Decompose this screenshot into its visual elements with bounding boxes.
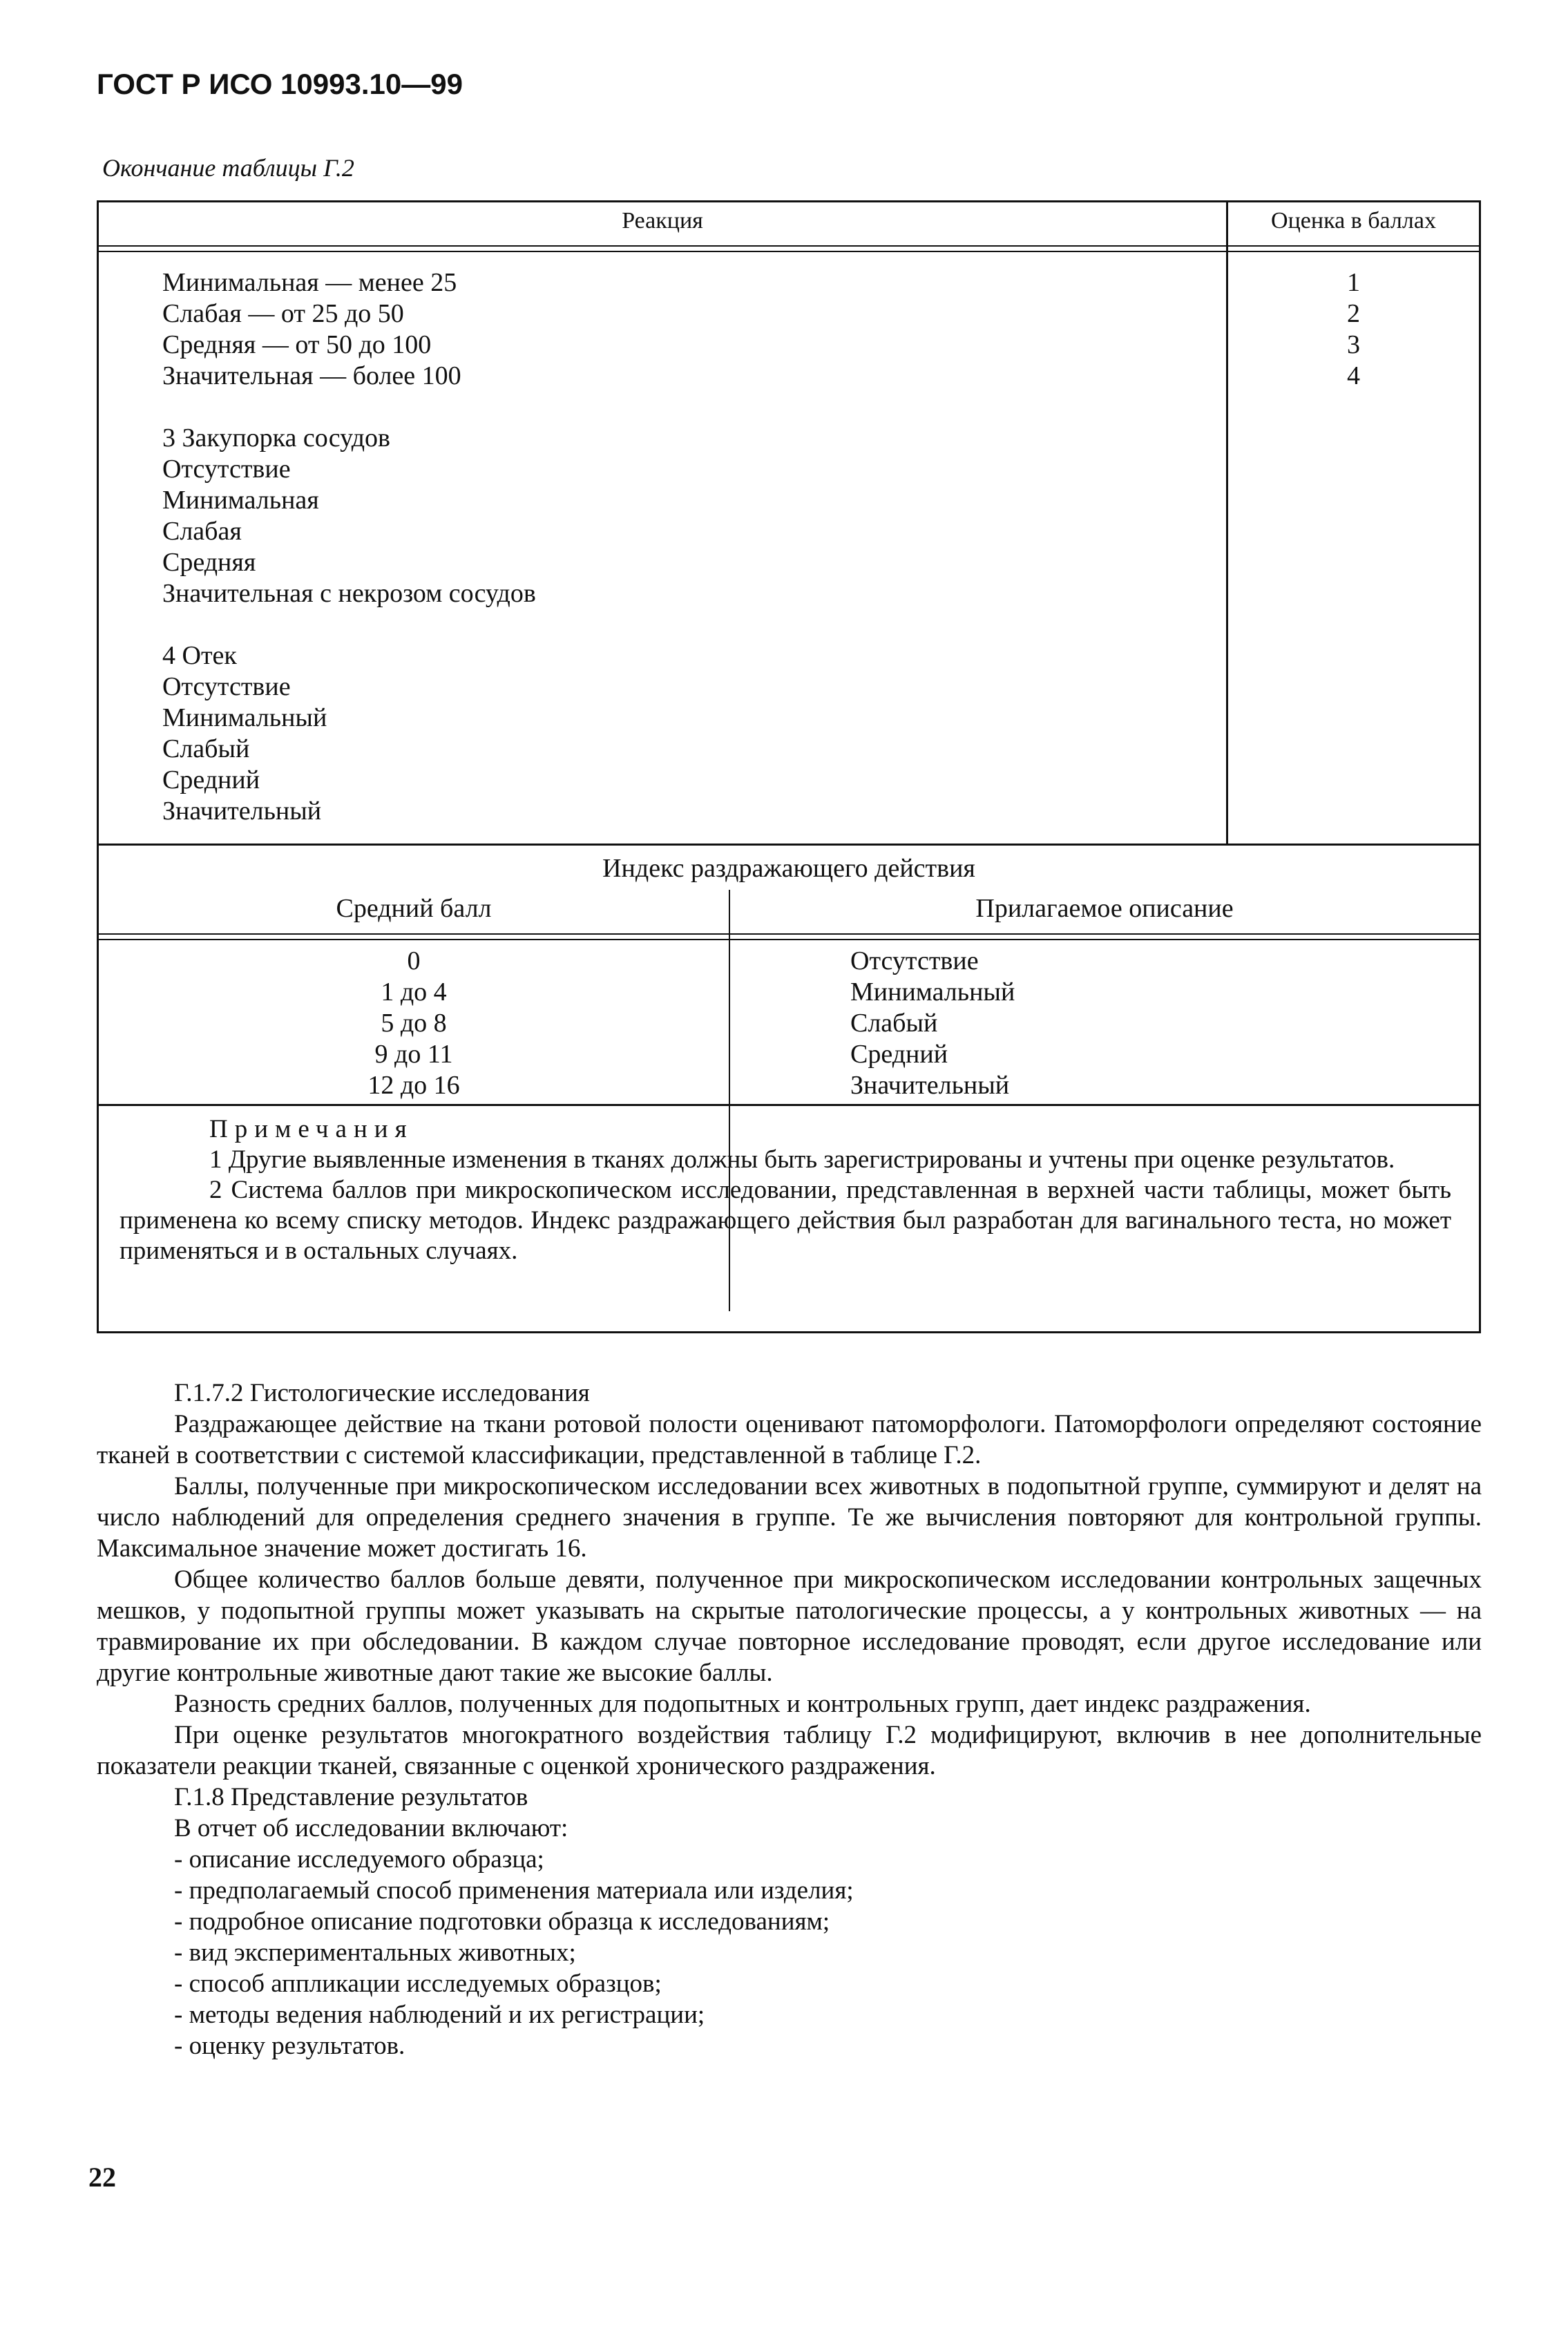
report-item: - предполагаемый способ применения материала или изделия; [174,1876,854,1905]
index-description: Минимальный [850,978,1015,1007]
page-number: 22 [88,2162,116,2193]
index-score: 12 до 16 [367,1071,460,1100]
section-heading-histology: Г.1.7.2 Гистологические исследования [174,1379,590,1407]
report-item: - вид экспериментальных животных; [174,1938,576,1967]
body-paragraph: Общее количество баллов больше девяти, полученное при микроскопическом исследовании контрольных защечных мешков, у подопытной группы может указывать на скрытые патологические процессы, а у контрольных животных — на травмирование их при обследовании. В каждом случае повторное исследование проводят, если другое исследование или другие контрольные животные дают такие же высокие баллы. [97,1565,1482,1687]
report-item: - описание исследуемого образца; [174,1845,544,1874]
header-rule [99,245,1479,247]
notes-rule [99,1104,1479,1106]
reaction-line: Значительная — более 100 [162,361,461,390]
index-description: Слабый [850,1009,938,1038]
index-description: Отсутствие [850,946,979,975]
body-paragraph: Раздражающее действие на ткани ротовой полости оценивают патоморфологи. Патоморфологи определяют состояние тканей в соответствии с системой классификации, представленной в таблице Г.2. [97,1410,1482,1469]
score-value: 3 [1347,330,1360,359]
reaction-line: Слабый [162,734,250,763]
document-header: ГОСТ Р ИСО 10993.10—99 [97,68,463,100]
reaction-line: Слабая — от 25 до 50 [162,299,404,328]
index-header-rule-2 [99,939,1479,940]
column-header-score: Оценка в баллах [1271,208,1436,234]
index-score: 9 до 11 [374,1040,453,1069]
report-intro: В отчет об исследовании включают: [174,1814,568,1842]
index-score: 5 до 8 [381,1009,447,1038]
reaction-line: Минимальная [162,486,319,515]
column-header-mean-score: Средний балл [336,894,492,923]
reaction-section-heading: 4 Отек [162,641,237,670]
column-header-reaction: Реакция [622,208,703,234]
reaction-line: Средний [162,765,260,794]
reaction-section-heading: 3 Закупорка сосудов [162,423,390,452]
table-notes [119,1114,1451,1266]
note-2: 2 Система баллов при микроскопическом исследовании, представленная в верхней части таблицы, может быть применена ко всему списку методов. Индекс раздражающего действия был разработан для вагинального теста, но может применяться и в остальных случаях. [119,1176,1451,1265]
notes-title: Примечания [209,1115,414,1143]
score-value: 4 [1347,361,1360,390]
reaction-line: Слабая [162,517,242,546]
reaction-line: Средняя [162,548,256,577]
report-item: - способ аппликации исследуемых образцов; [174,1970,662,1998]
reaction-line: Отсутствие [162,455,291,484]
body-text [97,1375,1482,2061]
reaction-line: Средняя — от 50 до 100 [162,330,432,359]
report-item: - методы ведения наблюдений и их регистрации; [174,2001,705,2029]
index-description: Значительный [850,1071,1010,1100]
reaction-line: Минимальная — менее 25 [162,268,457,297]
body-paragraph: При оценке результатов многократного воздействия таблицу Г.2 модифицируют, включив в нее дополнительные показатели реакции тканей, связанные с оценкой хронического раздражения. [97,1721,1482,1780]
score-value: 2 [1347,299,1360,328]
index-section-rule [99,844,1479,846]
note-1: 1 Другие выявленные изменения в тканях должны быть зарегистрированы и учтены при оценке результатов. [209,1145,1395,1174]
reaction-table [97,200,1481,1333]
index-title: Индекс раздражающего действия [602,854,975,883]
report-item: - оценку результатов. [174,2032,405,2060]
reaction-line: Значительный [162,797,322,826]
report-item: - подробное описание подготовки образца к исследованиям; [174,1907,830,1936]
header-rule-2 [99,251,1479,252]
score-value: 1 [1347,268,1360,297]
reaction-line: Минимальный [162,703,327,732]
reaction-line: Отсутствие [162,672,291,701]
index-description: Средний [850,1040,948,1069]
table-caption: Окончание таблицы Г.2 [102,154,354,182]
index-score: 1 до 4 [381,978,447,1007]
column-header-description: Прилагаемое описание [975,894,1234,923]
reaction-line: Значительная с некрозом сосудов [162,579,536,608]
body-paragraph: Разность средних баллов, полученных для подопытных и контрольных групп, дает индекс раздражения. [174,1690,1311,1718]
index-header-rule [99,933,1479,935]
body-paragraph: Баллы, полученные при микроскопическом исследовании всех животных в подопытной группе, суммируют и делят на число наблюдений для определения среднего значения в группе. Те же вычисления повторяют для контрольной группы. Максимальное значение может достигать 16. [97,1472,1482,1563]
section-heading-results: Г.1.8 Представление результатов [174,1783,528,1811]
index-score: 0 [407,946,421,975]
